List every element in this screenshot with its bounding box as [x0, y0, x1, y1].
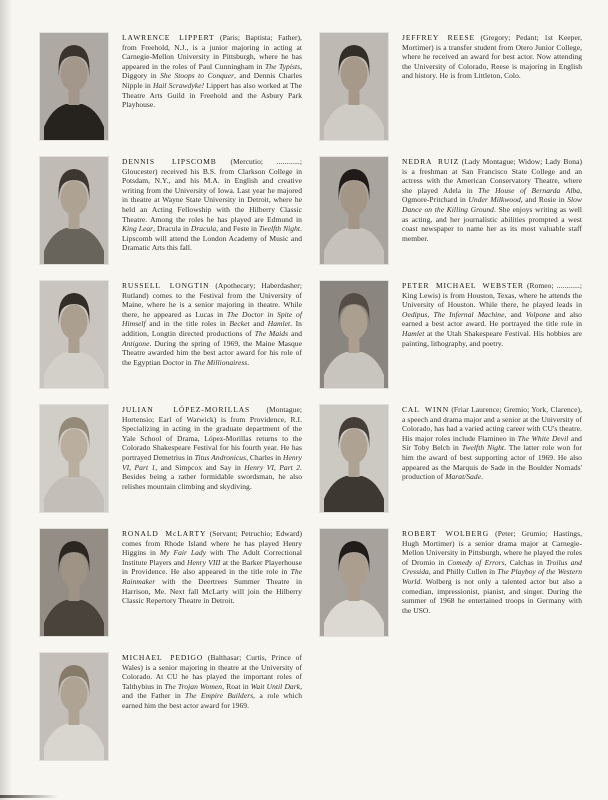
- cast-member-name: DENNIS LIPSCOMB: [122, 157, 217, 166]
- cast-entry: [40, 405, 302, 529]
- play-title: Oedipus: [402, 309, 428, 319]
- bio-segment: at the Barker Playerhouse in Providence. He also appeared in the title role in: [122, 557, 302, 577]
- cast-member-name: ROBERT WOLBERG: [402, 529, 490, 538]
- bio-segment: , and Simpcox and Say in: [155, 462, 245, 472]
- bio-text: [402, 405, 582, 482]
- bio-segment: , a role which earned him the best actor award for 1969.: [122, 691, 302, 710]
- bio-segment: (Friar Laurence; Gremio; York, Clarence), a speech and drama major and a senior at the University of Colorado, has had a varied acting career with CU's theatre. His major roles include Flamineo in: [402, 405, 582, 443]
- play-title: The White Devil: [517, 433, 569, 443]
- portrait-photo: [40, 281, 108, 388]
- play-title: Titus Andronicus: [194, 452, 247, 462]
- bio-segment: (Romeo; ............; King Lewis) is from Houston, Texas, where he attends the University of Houston. While there, he played leads in: [402, 281, 582, 310]
- bio-segment: , and Rosie in: [520, 195, 568, 205]
- bio-segment: and in the title roles in: [145, 319, 230, 329]
- play-title: Henry VI, Part 2: [244, 462, 301, 472]
- scan-edge-mark: [0, 795, 58, 798]
- cast-member-name: JEFFREY REESE: [402, 33, 476, 42]
- bio-segment: .: [481, 472, 484, 482]
- bio-text: [402, 281, 582, 348]
- bio-segment: . The latter role won for him the award of best supporting actor of 1969. He also appeared as the Marquis de Sade in the Boulder Nomads' production of: [402, 443, 582, 482]
- play-title: Troilus and Cressida: [402, 557, 582, 577]
- portrait-photo: [40, 529, 108, 636]
- play-title: The Infernal Machine: [433, 309, 505, 319]
- right-column: [320, 33, 582, 653]
- bio-segment: . Besides being a rather formidable swordsman, he also relishes mountain climbing and skydiving.: [122, 462, 302, 491]
- cast-member-name: RONALD McLARTY: [122, 529, 207, 538]
- play-title: Becket: [229, 319, 250, 329]
- bio-segment: (Mercutio; ............; Gloucester) received his B.S. from Clarkson College in Potsdam, N.Y., and his M.A. in English and creative writing from the University of Iowa. Last year he majored in theatre at Wayne State University in Detroit, where he held an Acting Fellowship with the Hilberry Classic Theatre. Among the roles he has played are Edmund in: [122, 157, 302, 224]
- bio-segment: .: [247, 357, 250, 367]
- bio-segment: at the Utah Shakespeare Festival. His hobbies are painting, lithography, and poetry.: [402, 328, 582, 348]
- bio-text: [402, 33, 582, 81]
- cast-member-name: CAL WINN: [402, 405, 450, 414]
- play-title: The House of Bernarda Alba: [478, 185, 581, 195]
- play-title: Hail Scrawdyke!: [152, 80, 205, 90]
- play-title: The Maids: [254, 328, 289, 338]
- bio-segment: and Sir Toby Belch in: [402, 433, 582, 453]
- cast-member-name: JULIAN LÓPEZ-MORILLAS: [122, 405, 251, 414]
- bio-segment: , Diggory in: [122, 61, 302, 81]
- bio-text: [122, 529, 302, 606]
- bio-text: [402, 157, 582, 243]
- cast-member-name: NEDRA RUIZ: [402, 157, 460, 166]
- play-title: Hamlet: [402, 328, 425, 338]
- cast-entry: [40, 281, 302, 405]
- bio-text: [122, 157, 302, 253]
- portrait-photo: [40, 653, 108, 760]
- play-title: Wait Until Dark: [250, 681, 301, 691]
- bio-text: [122, 405, 302, 491]
- bio-segment: , Calchas in: [504, 557, 547, 567]
- play-title: Henry VIII: [187, 557, 221, 567]
- bio-segment: , Charles in: [246, 452, 283, 462]
- play-title: The Doctor in Spite of Himself: [122, 309, 302, 329]
- bio-segment: , and the Father in: [122, 681, 303, 701]
- bio-segment: (Paris; Baptista; Father), from Freehold, N.J., is a junior majoring in acting at Carnegie-Mellon University in Pittsburgh, where he has appeared in the roles of Paul Cunningham in: [122, 33, 302, 71]
- cast-member-name: PETER MICHAEL WEBSTER: [402, 281, 524, 290]
- cast-entry: [40, 653, 302, 777]
- play-title: The Trojan Women: [164, 681, 223, 691]
- bio-segment: (Gregory; Pedant; 1st Keeper, Mortimer) is a transfer student from Otero Junior College, where he received an award for best actor. Now attending the University of Colorado, Reese is majoring in English and history. He is from Littleton, Colo.: [402, 33, 583, 81]
- bio-segment: . During the spring of 1969, the Maine Masque Theatre awarded him the best actor award for his role of the Egyptian Doctor in: [122, 338, 302, 367]
- play-title: The Millionairess: [193, 357, 248, 367]
- bio-segment: ,: [427, 309, 434, 319]
- portrait-photo: [40, 33, 108, 140]
- cast-entry: [320, 529, 582, 653]
- bio-text: [122, 653, 302, 711]
- portrait-photo: [320, 529, 388, 636]
- cast-entry: [320, 33, 582, 157]
- play-title: Under Milkwood: [468, 195, 521, 205]
- play-title: Dracula: [190, 224, 217, 234]
- play-title: Twelfth Night: [461, 443, 505, 453]
- cast-entry: [40, 529, 302, 653]
- bio-segment: with The Adult Correctional Institute Players and: [122, 548, 302, 567]
- bio-segment: , Roat in: [222, 681, 251, 691]
- play-title: The Empire Builders: [185, 691, 254, 701]
- bio-segment: (Peter; Grumio; Hastings, Hugh Mortimer) is a senior drama major at Carnegie-Mellon University in Pittsburgh, where he played the roles of Dromio in: [402, 529, 582, 567]
- bio-segment: and: [288, 328, 303, 338]
- portrait-photo: [320, 405, 388, 512]
- left-column: [40, 33, 302, 777]
- portrait-photo: [40, 405, 108, 512]
- bio-text: [122, 33, 302, 110]
- cast-entry: [320, 405, 582, 529]
- bio-segment: . In addition, Longtin directed productions of: [122, 319, 302, 338]
- bio-segment: (Balthasar; Curtis, Prince of Wales) is a senior majoring in theatre at the University of Colorado. At CU he has played the important roles of Talthybius in: [122, 653, 302, 691]
- cast-entry: [320, 281, 582, 405]
- bio-segment: (Lady Montague; Widow; Lady Bona) is a freshman at San Francisco State College and an actress with the American Conservatory Theatre, where she played Adela in: [402, 157, 582, 195]
- bio-segment: (Montague; Hortensio; Earl of Warwick) is from Providence, R.I. Specializing in acting in the graduate department of the Yale School of Drama, López-Morillas returns to the Colorado Shakespeare Festival for his fourth year. He has portrayed Demetrius in: [122, 405, 303, 462]
- play-title: The Rainmaker: [122, 567, 302, 586]
- play-title: Twelfth Night: [258, 224, 301, 234]
- cast-entry: [40, 157, 302, 281]
- play-title: Henry VI, Part 1: [122, 452, 302, 472]
- play-title: She Stoops to Conquer: [160, 71, 235, 81]
- bio-text: [122, 281, 302, 367]
- portrait-photo: [320, 33, 388, 140]
- cast-member-name: MICHAEL PEDIGO: [122, 653, 204, 662]
- play-title: Slow Dance on the Killing Ground: [402, 195, 582, 214]
- page-gutter-shadow: [0, 0, 12, 800]
- bio-segment: and: [249, 319, 268, 329]
- play-title: Volpone: [525, 309, 551, 319]
- bio-segment: , Ogmore-Pritchard in: [402, 185, 582, 205]
- play-title: Antigone: [122, 338, 150, 348]
- play-title: Comedy of Errors: [447, 557, 505, 567]
- bio-segment: , and Dennis Charles Nipple in: [122, 71, 302, 90]
- portrait-photo: [40, 157, 108, 264]
- bio-segment: . Lipscomb will attend the London Academy of Music and Dramatic Arts this fall.: [122, 224, 302, 253]
- play-title: King Lear: [122, 224, 154, 234]
- bio-segment: , and: [504, 309, 526, 319]
- bio-segment: . Wolberg is not only a talented actor but also a comedian, impressionist, pianist, and singer. During the summer of 1968 he entertained troops in Germany with the USO.: [402, 576, 582, 615]
- cast-entry: [320, 157, 582, 281]
- play-title: The Playboy of the Western World: [402, 567, 583, 586]
- cast-member-name: LAWRENCE LIPPERT: [122, 33, 215, 42]
- cast-entry: [40, 33, 302, 157]
- play-title: The Typists: [265, 61, 301, 71]
- play-title: Marat/Sade: [445, 472, 482, 482]
- bio-segment: (Apothecary; Haberdasher; Rutland) comes to the Festival from the University of Maine, where he is a senior majoring in theatre. While there, he appeared as Lucas in: [122, 281, 302, 319]
- bio-segment: and also earned a best actor award. He portrayed the title role in: [402, 309, 582, 329]
- portrait-photo: [320, 281, 388, 388]
- cast-member-name: RUSSELL LONGTIN: [122, 281, 210, 290]
- bio-segment: with the Deertrees Summer Theatre in Harrison, Me. Next fall McLarty will join the Hilberry Classic Repertory Theatre in Detroit.: [122, 576, 302, 606]
- bio-segment: (Servant; Petruchio; Edward) comes from Rhode Island where he has played Henry Higgins in: [122, 529, 302, 558]
- bio-segment: . She enjoys writing as well as acting, and her journalistic abilities prompted a west coast newspaper to name her as its most valuable staff member.: [402, 204, 582, 243]
- bio-segment: , and Feste in: [216, 224, 259, 234]
- bio-text: [402, 529, 582, 615]
- bio-segment: , Dracula in: [153, 224, 191, 234]
- portrait-photo: [320, 157, 388, 264]
- play-title: Hamlet: [267, 319, 291, 329]
- bio-segment: Lippert has also worked at The Theatre Arts Guild in Freehold and the Asbury Park Playhouse.: [122, 80, 302, 110]
- bio-segment: , and Philly Cullen in: [428, 567, 498, 577]
- play-title: My Fair Lady: [159, 548, 207, 558]
